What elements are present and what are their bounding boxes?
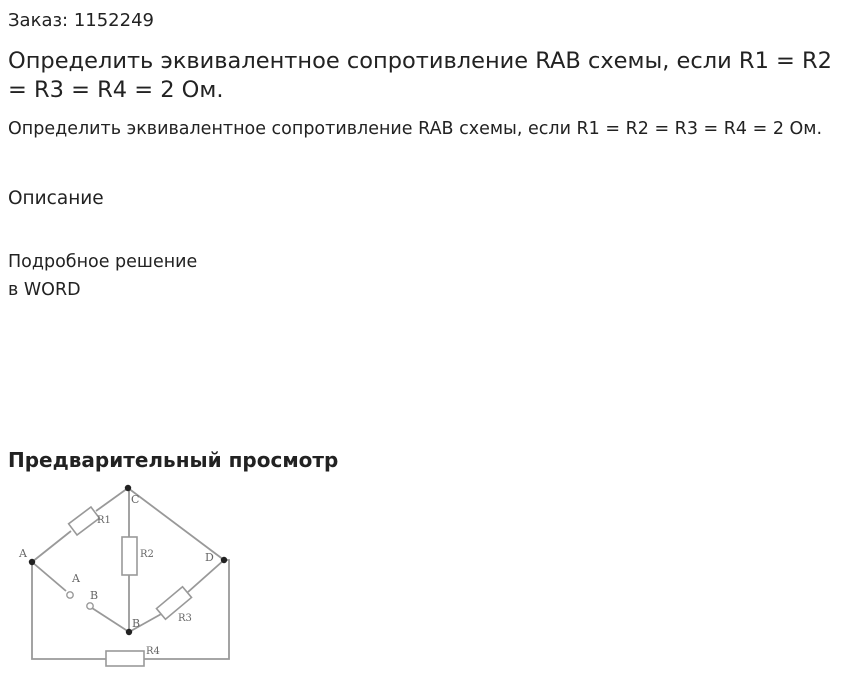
label-terminal-a: A [72,572,80,585]
resistor-r2 [122,537,137,575]
problem-statement: Определить эквивалентное сопротивление RAB схемы, если R1 = R2 = R3 = R4 = 2 Ом. [8,119,823,139]
terminal-a [67,592,73,598]
label-node-a: A [19,547,27,560]
page-title: Определить эквивалентное сопротивление RAB схемы, если R1 = R2 = R3 = R4 = 2 Ом. [8,48,832,103]
label-r1: R1 [97,515,111,526]
description-line: в WORD [8,280,81,300]
terminal-b [87,603,93,609]
wire-a-terminal [32,562,66,591]
label-r4: R4 [146,646,160,657]
wire-r1-c [96,488,128,511]
label-node-b: B [132,617,141,630]
wire-terminal-b [92,608,129,632]
label-node-d: D [205,551,214,564]
wire-d-r3 [188,560,224,592]
resistors [69,507,192,666]
label-r2: R2 [140,549,154,560]
label-terminal-b: B [90,589,99,602]
resistor-r4 [106,651,144,666]
order-number: Заказ: 1152249 [8,10,154,31]
label-r3: R3 [178,613,192,624]
description-body [8,248,197,304]
description-line: Подробное решение [8,252,198,272]
node-c [125,485,131,491]
node-d [221,557,227,563]
circuit-diagram [10,478,240,674]
node-a [29,559,35,565]
description-heading: Описание [8,188,104,209]
preview-heading: Предварительный просмотр [8,448,339,472]
resistor-r1 [69,507,100,535]
circuit-preview [10,478,240,674]
label-node-c: C [131,493,140,506]
wire-a-r1 [32,531,71,562]
